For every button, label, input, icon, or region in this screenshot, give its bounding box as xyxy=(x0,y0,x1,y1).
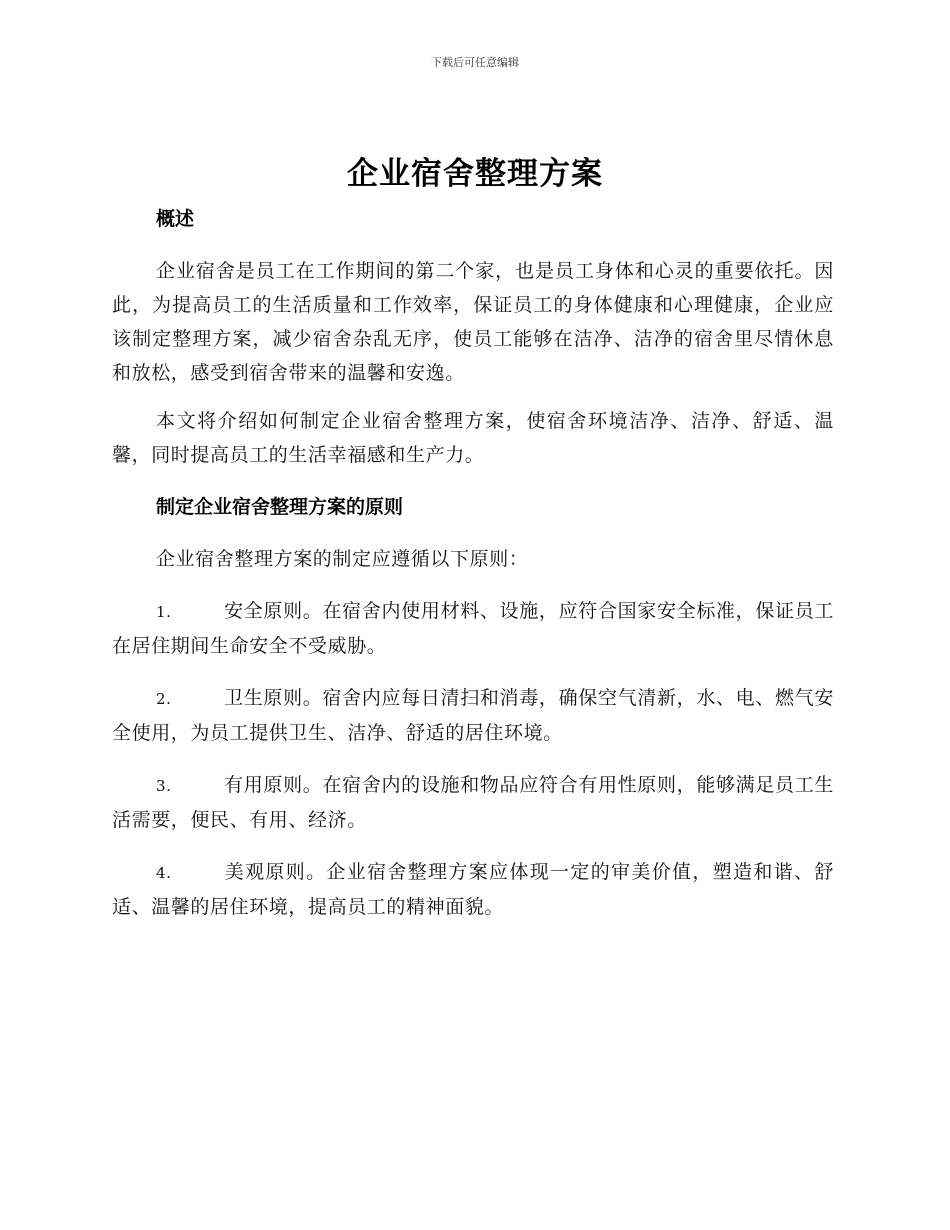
list-text: 卫生原则。宿舍内应每日清扫和消毒，确保空气清新，水、电、燃气安全使用，为员工提供卫生、洁净、舒适的居住环境。 xyxy=(112,687,834,744)
list-number: 1. xyxy=(156,603,172,621)
list-item xyxy=(112,768,834,837)
document-body xyxy=(112,202,834,924)
document-title: 企业宿舍整理方案 xyxy=(347,156,603,192)
list-text: 美观原则。企业宿舍整理方案应体现一定的审美价值，塑造和谐、舒适、温馨的居住环境，提高员工的精神面貌。 xyxy=(112,861,834,918)
overview-paragraph-2: 本文将介绍如何制定企业宿舍整理方案，使宿舍环境洁净、洁净、舒适、温馨，同时提高员工的生活幸福感和生产力。 xyxy=(112,410,834,466)
list-text: 有用原则。在宿舍内的设施和物品应符合有用性原则，能够满足员工生活需要，便民、有用、经济。 xyxy=(112,774,834,831)
list-item xyxy=(112,855,834,924)
list-item xyxy=(112,681,834,750)
list-number: 2. xyxy=(156,690,172,708)
overview-paragraph-1: 企业宿舍是员工在工作期间的第二个家，也是员工身体和心灵的重要依托。因此，为提高员工的生活质量和工作效率，保证员工的身体健康和心理健康，企业应该制定整理方案，减少宿舍杂乱无序，使员工能够在洁净、洁净的宿舍里尽情休息和放松，感受到宿舍带来的温馨和安逸。 xyxy=(112,260,834,384)
overview-heading: 概述 xyxy=(156,208,195,230)
list-text: 安全原则。在宿舍内使用材料、设施，应符合国家安全标准，保证员工在居住期间生命安全不受威胁。 xyxy=(112,600,834,657)
header-note: 下载后可任意编辑 xyxy=(431,56,519,69)
principles-list xyxy=(112,594,834,924)
list-number: 3. xyxy=(156,777,172,795)
list-item xyxy=(112,594,834,663)
principles-heading: 制定企业宿舍整理方案的原则 xyxy=(156,496,404,518)
list-number: 4. xyxy=(156,864,172,882)
principles-intro: 企业宿舍整理方案的制定应遵循以下原则： xyxy=(156,548,529,570)
